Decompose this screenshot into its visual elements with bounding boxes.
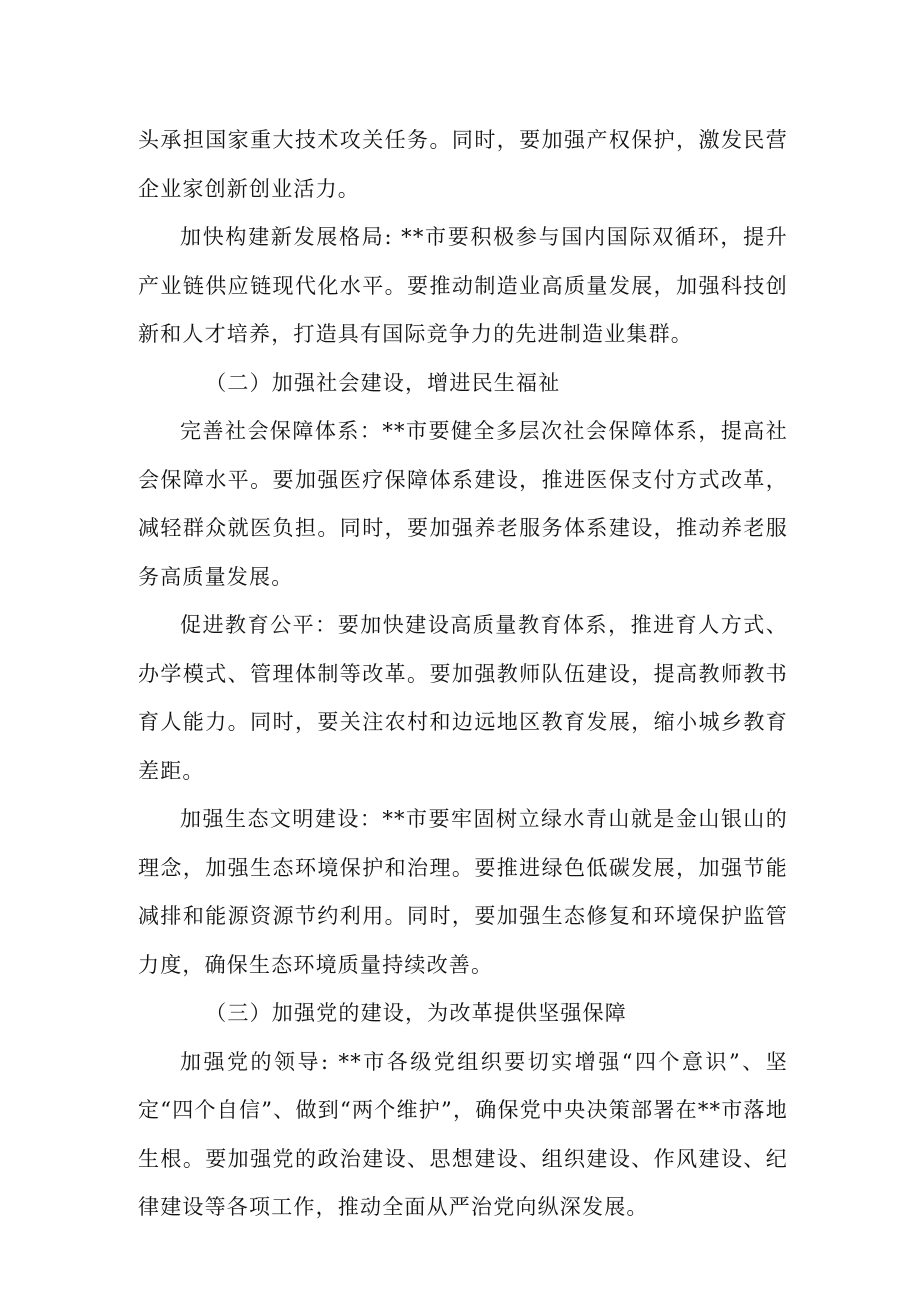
paragraph-education-equity: 促进教育公平：要加快建设高质量教育体系，推进育人方式、办学模式、管理体制等改革。要加强教师队伍建设，提高教师教书育人能力。同时，要关注农村和边远地区教育发展，缩小城乡教育差距。 [138, 613, 788, 783]
paragraph-social-security: 完善社会保障体系：**市要健全多层次社会保障体系，提高社会保障水平。要加强医疗保障体系建设，推进医保支付方式改革，减轻群众就医负担。同时，要加强养老服务体系建设，推动养老服务高质量发展。 [138, 419, 788, 589]
paragraph-party-leadership: 加强党的领导: **市各级党组织要切实增强“四个意识”、坚定“四个自信”、做到“两个维护”，确保党中央决策部署在**市落地生根。要加强党的政治建设、思想建设、组织建设、作风建设、纪律建设等各项工作，推动全面从严治党向纵深发展。 [138, 1049, 788, 1219]
section-heading-social-construction: （二）加强社会建设，增进民生福祉 [205, 370, 561, 395]
paragraph-ecological-civilization: 加强生态文明建设：**市要牢固树立绿水青山就是金山银山的理念，加强生态环境保护和治理。要推进绿色低碳发展，加强节能减排和能源资源节约利用。同时，要加强生态修复和环境保护监管力度，确保生态环境质量持续改善。 [138, 807, 788, 977]
paragraph-new-development-pattern: 加快构建新发展格局: **市要积极参与国内国际双循环，提升产业链供应链现代化水平。要推动制造业高质量发展，加强科技创新和人才培养，打造具有国际竞争力的先进制造业集群。 [138, 225, 788, 346]
paragraph-continued: 头承担国家重大技术攻关任务。同时，要加强产权保护，激发民营企业家创新创业活力。 [138, 128, 788, 201]
section-heading-party-building: （三）加强党的建设，为改革提供坚强保障 [205, 1001, 627, 1025]
document-body [138, 116, 788, 1232]
